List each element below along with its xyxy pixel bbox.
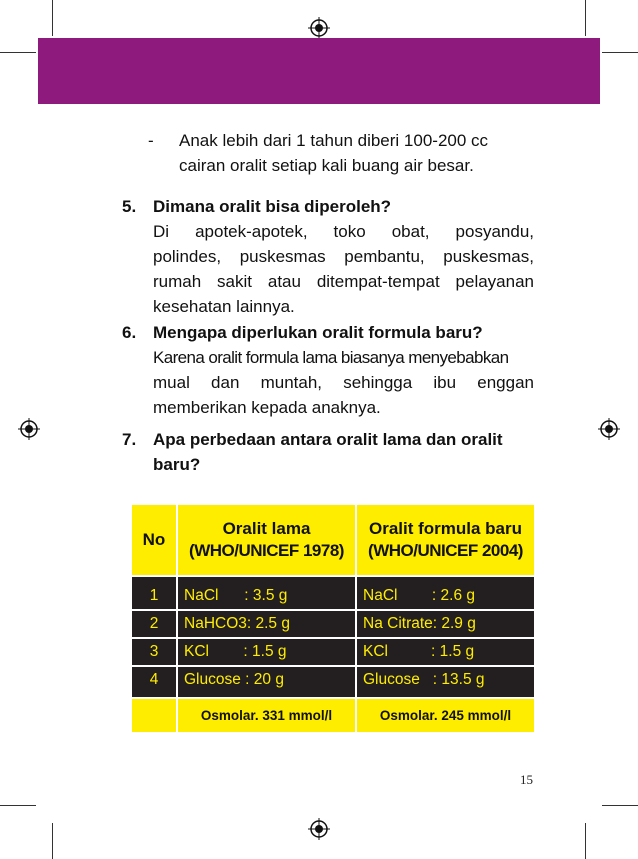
crop-mark	[52, 0, 53, 36]
answer-line: mual dan muntah, sehingga ibu enggan	[153, 373, 534, 392]
crop-mark	[52, 823, 53, 859]
question-number: 6.	[122, 323, 137, 342]
table-row	[131, 610, 535, 638]
header-banner	[38, 38, 600, 104]
answer-text	[153, 345, 534, 420]
answer-line: polindes, puskesmas pembantu, puskesmas,	[153, 247, 534, 266]
header-baru-subtitle: (WHO/UNICEF 2004)	[368, 541, 523, 560]
question-heading-line: baru?	[153, 455, 201, 474]
question-heading: Dimana oralit bisa diperoleh?	[153, 197, 392, 216]
crop-mark	[602, 52, 638, 53]
bullet-line: cairan oralit setiap kali buang air besar.	[179, 156, 474, 175]
question-6	[122, 320, 534, 420]
cell-baru: KCl : 1.5 g	[356, 638, 535, 666]
cell-lama: NaHCO3: 2.5 g	[177, 610, 356, 638]
question-7	[122, 427, 534, 477]
table-row	[131, 638, 535, 666]
footer-no	[131, 698, 177, 733]
cell-baru: Na Citrate: 2.9 g	[356, 610, 535, 638]
question-number: 7.	[122, 430, 137, 449]
footer-osmolar-baru: Osmolar. 245 mmol/l	[356, 698, 535, 733]
question-heading-line: Apa perbedaan antara oralit lama dan oralit	[153, 430, 503, 449]
bullet-text	[179, 128, 539, 178]
question-heading	[153, 427, 534, 477]
bullet-dash: -	[148, 131, 154, 150]
table-row	[131, 576, 535, 610]
answer-line: Karena oralit formula lama biasanya menyebabkan	[153, 348, 509, 367]
cell-lama: Glucose : 20 g	[177, 666, 356, 698]
answer-line: rumah sakit atau ditempat-tempat pelayanan	[153, 272, 534, 291]
table-footer-row	[131, 698, 535, 733]
question-heading: Mengapa diperlukan oralit formula baru?	[153, 323, 483, 342]
bullet-line: Anak lebih dari 1 tahun diberi 100-200 cc	[179, 131, 489, 150]
footer-osmolar-lama: Osmolar. 331 mmol/l	[177, 698, 356, 733]
crop-mark	[585, 823, 586, 859]
answer-line: memberikan kepada anaknya.	[153, 398, 381, 417]
cell-lama: NaCl : 3.5 g	[177, 576, 356, 610]
cell-lama: KCl : 1.5 g	[177, 638, 356, 666]
crop-mark	[0, 805, 36, 806]
registration-mark-icon	[18, 418, 40, 440]
page-number: 15	[520, 772, 533, 787]
table-row	[131, 666, 535, 698]
cell-baru: NaCl : 2.6 g	[356, 576, 535, 610]
crop-mark	[585, 0, 586, 36]
registration-mark-icon	[308, 818, 330, 840]
question-5	[122, 194, 534, 319]
row-number: 3	[131, 638, 177, 666]
registration-mark-icon	[598, 418, 620, 440]
table-header-row	[131, 504, 535, 576]
answer-line: kesehatan lainnya.	[153, 297, 295, 316]
row-number: 4	[131, 666, 177, 698]
question-number: 5.	[122, 197, 137, 216]
header-oralit-lama	[177, 504, 356, 576]
header-lama-subtitle: (WHO/UNICEF 1978)	[189, 541, 344, 560]
row-number: 1	[131, 576, 177, 610]
crop-mark	[602, 805, 638, 806]
header-baru-title: Oralit formula baru	[368, 519, 523, 538]
row-number: 2	[131, 610, 177, 638]
oralit-comparison-table	[130, 503, 536, 734]
header-no: No	[131, 504, 177, 576]
registration-mark-icon	[308, 17, 330, 39]
cell-baru: Glucose : 13.5 g	[356, 666, 535, 698]
header-oralit-baru	[356, 504, 535, 576]
answer-line: Di apotek-apotek, toko obat, posyandu,	[153, 222, 534, 241]
answer-text	[153, 219, 534, 319]
crop-mark	[0, 52, 36, 53]
header-lama-title: Oralit lama	[222, 519, 311, 538]
